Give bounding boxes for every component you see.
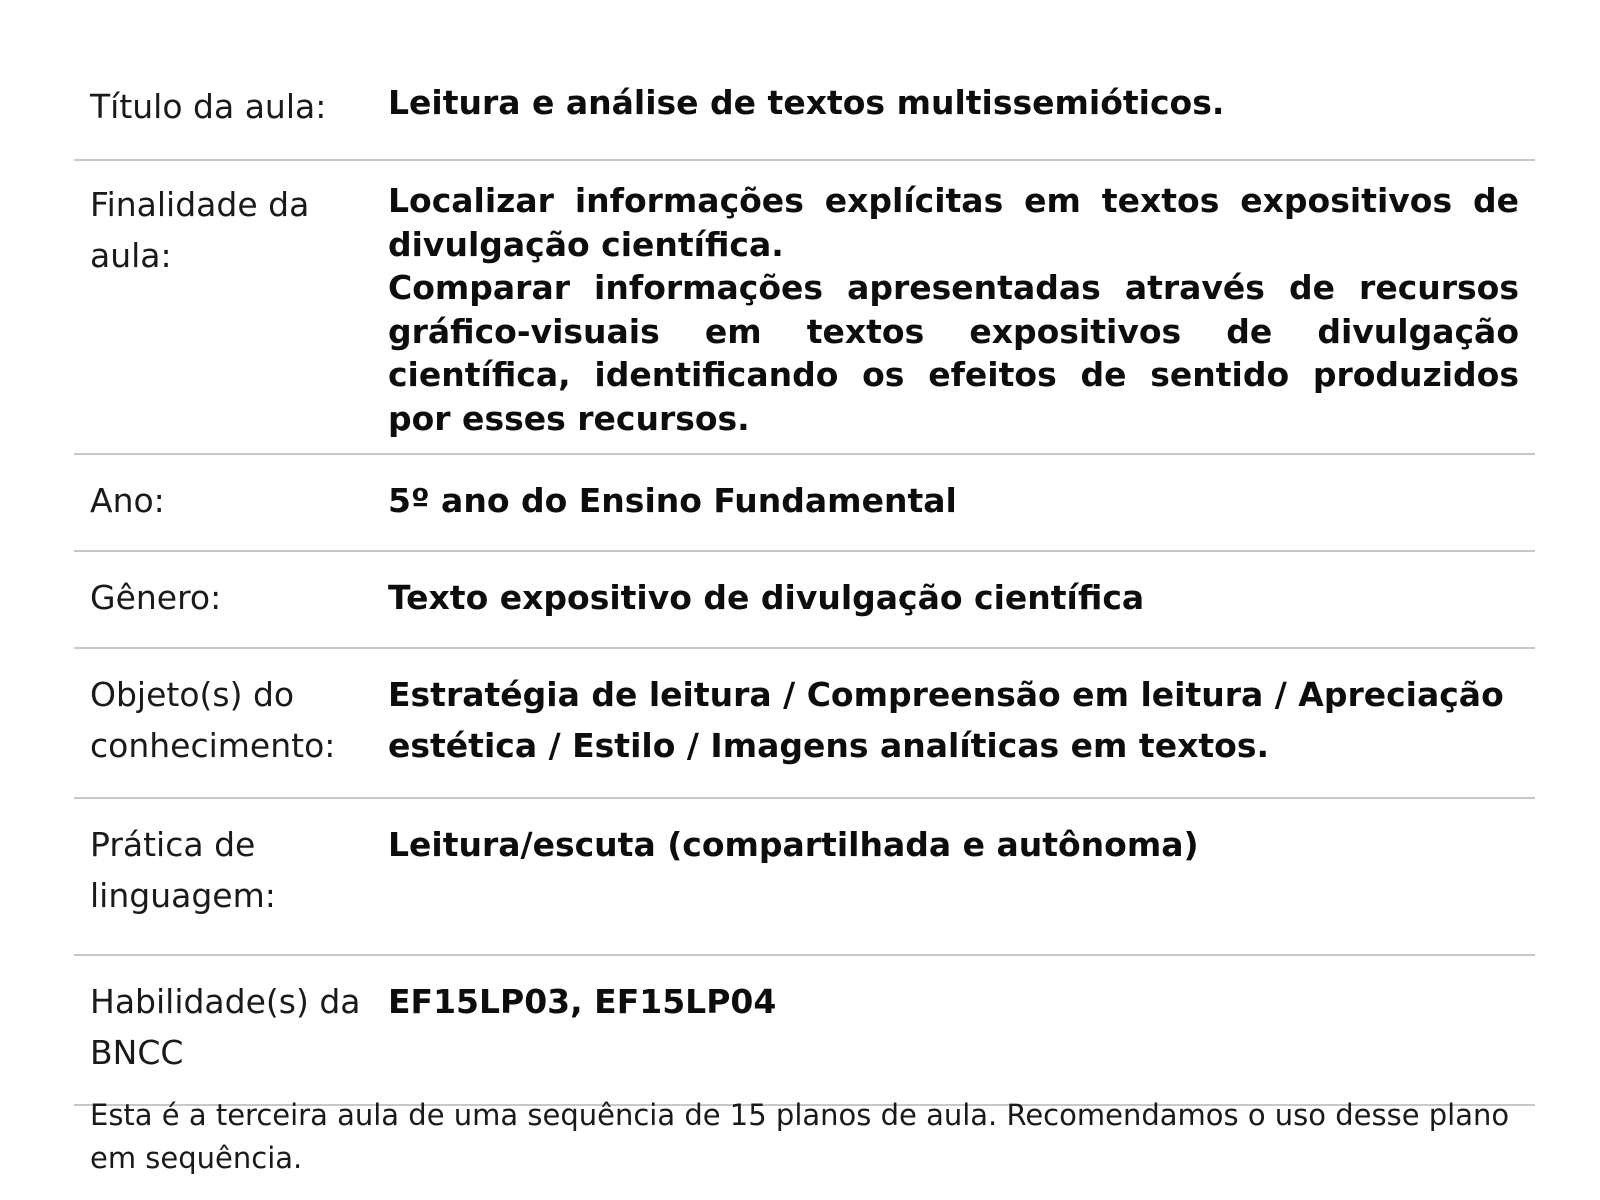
row-ano xyxy=(74,455,1535,552)
ano-label: Ano: xyxy=(90,481,165,520)
finalidade-paragraph-2: Comparar informações apresentadas através de recursos gráfico-visuais em textos expositivos de divulgação científica, identificando os efeitos de sentido produzidos por esses recursos. xyxy=(388,268,1519,438)
row-objeto-conhecimento xyxy=(74,649,1535,799)
ano-value: 5º ano do Ensino Fundamental xyxy=(388,481,957,520)
row-finalidade xyxy=(74,161,1535,455)
objeto-value: Estratégia de leitura / Compreensão em leitura / Apreciação estética / Estilo / Imagens analíticas em textos. xyxy=(388,675,1504,765)
row-titulo xyxy=(74,58,1535,161)
finalidade-paragraph-1: Localizar informações explícitas em textos expositivos de divulgação científica. xyxy=(388,181,1519,264)
habilidade-label: Habilidade(s) da BNCC xyxy=(90,982,361,1072)
row-genero xyxy=(74,552,1535,649)
lesson-plan-table xyxy=(74,58,1535,1106)
titulo-value: Leitura e análise de textos multissemióticos. xyxy=(388,83,1225,122)
finalidade-value xyxy=(388,179,1535,453)
row-pratica-linguagem xyxy=(74,799,1535,956)
pratica-label: Prática de linguagem: xyxy=(90,825,276,915)
finalidade-label: Finalidade da aula: xyxy=(90,185,310,275)
row-habilidade-bncc xyxy=(74,956,1535,1106)
pratica-value: Leitura/escuta (compartilhada e autônoma) xyxy=(388,825,1199,864)
habilidade-value: EF15LP03, EF15LP04 xyxy=(388,982,777,1021)
genero-value: Texto expositivo de divulgação científica xyxy=(388,578,1145,617)
titulo-label: Título da aula: xyxy=(90,87,327,126)
genero-label: Gênero: xyxy=(90,578,222,617)
sequence-footnote: Esta é a terceira aula de uma sequência de 15 planos de aula. Recomendamos o uso desse plano em sequência. xyxy=(90,1098,1510,1175)
objeto-label: Objeto(s) do conhecimento: xyxy=(90,675,336,765)
